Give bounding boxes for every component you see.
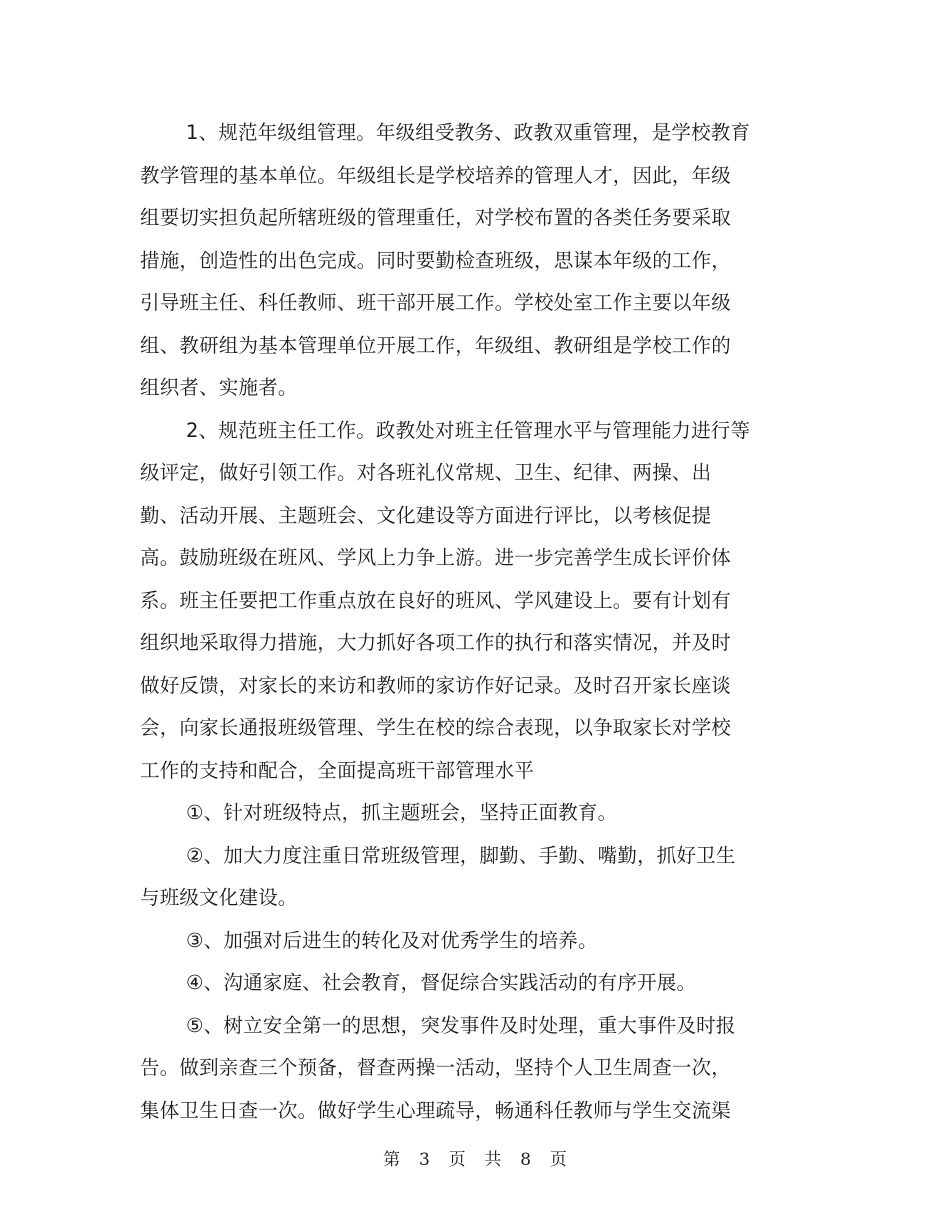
text-line: 1、规范年级组管理。年级组受教务、政教双重管理，是学校教育 (186, 121, 751, 144)
current-page-number: 3 (418, 1150, 430, 1170)
text-line: ②、加大力度注重日常班级管理，脚勤、手勤、嘴勤，抓好卫生 (186, 843, 736, 867)
text-line: 工作的支持和配合，全面提高班干部管理水平 (140, 758, 535, 782)
text-line: ③、加强对后进生的转化及对优秀学生的培养。 (186, 928, 598, 952)
footer-page-word: 页 (448, 1150, 466, 1170)
total-pages-number: 8 (520, 1150, 532, 1170)
text-line: 2、规范班主任工作。政教处对班主任管理水平与管理能力进行等 (186, 418, 751, 442)
text-line: ④、沟通家庭、社会教育，督促综合实践活动的有序开展。 (186, 971, 697, 994)
footer-prefix: 第 (383, 1150, 401, 1170)
text-line: 集体卫生日查一次。做好学生心理疏导，畅通科任教师与学生交流渠 (140, 1098, 732, 1122)
text-line: ⑤、树立安全第一的思想，突发事件及时处理，重大事件及时报 (186, 1013, 736, 1037)
text-line: 引导班主任、科任教师、班干部开展工作。学校处室工作主要以年级 (140, 291, 732, 314)
text-line: 组要切实担负起所辖班级的管理重任，对学校布置的各类任务要采取 (140, 206, 732, 229)
text-line: 勤、活动开展、主题班会、文化建设等方面进行评比，以考核促提 (140, 503, 712, 527)
text-line: 做好反馈，对家长的来访和教师的家访作好记录。及时召开家长座谈 (140, 673, 732, 697)
text-line: 会，向家长通报班级管理、学生在校的综合表现，以争取家长对学校 (140, 716, 732, 739)
text-line: 教学管理的基本单位。年级组长是学校培养的管理人才，因此，年级 (140, 163, 732, 187)
text-line: 告。做到亲查三个预备，督查两操一活动，坚持个人卫生周查一次， (140, 1056, 732, 1079)
text-line: 级评定，做好引领工作。对各班礼仪常规、卫生、纪律、两操、出 (140, 461, 712, 484)
text-line: 高。鼓励班级在班风、学风上力争上游。进一步完善学生成长评价体 (140, 546, 732, 569)
text-line: 与班级文化建设。 (140, 886, 298, 909)
text-line: 组、教研组为基本管理单位开展工作，年级组、教研组是学校工作的 (140, 333, 732, 357)
text-line: 系。班主任要把工作重点放在良好的班风、学风建设上。要有计划有 (140, 588, 732, 612)
text-line: ①、针对班级特点，抓主题班会，坚持正面教育。 (186, 801, 618, 824)
page-footer (0, 1148, 950, 1172)
text-line: 措施，创造性的出色完成。同时要勤检查班级，思谋本年级的工作， (140, 248, 732, 272)
footer-suffix: 页 (549, 1150, 567, 1170)
document-body (140, 112, 765, 1132)
text-line: 组织者、实施者。 (140, 376, 298, 399)
footer-total-word: 共 (484, 1150, 502, 1170)
text-line: 组织地采取得力措施，大力抓好各项工作的执行和落实情况，并及时 (140, 631, 732, 654)
